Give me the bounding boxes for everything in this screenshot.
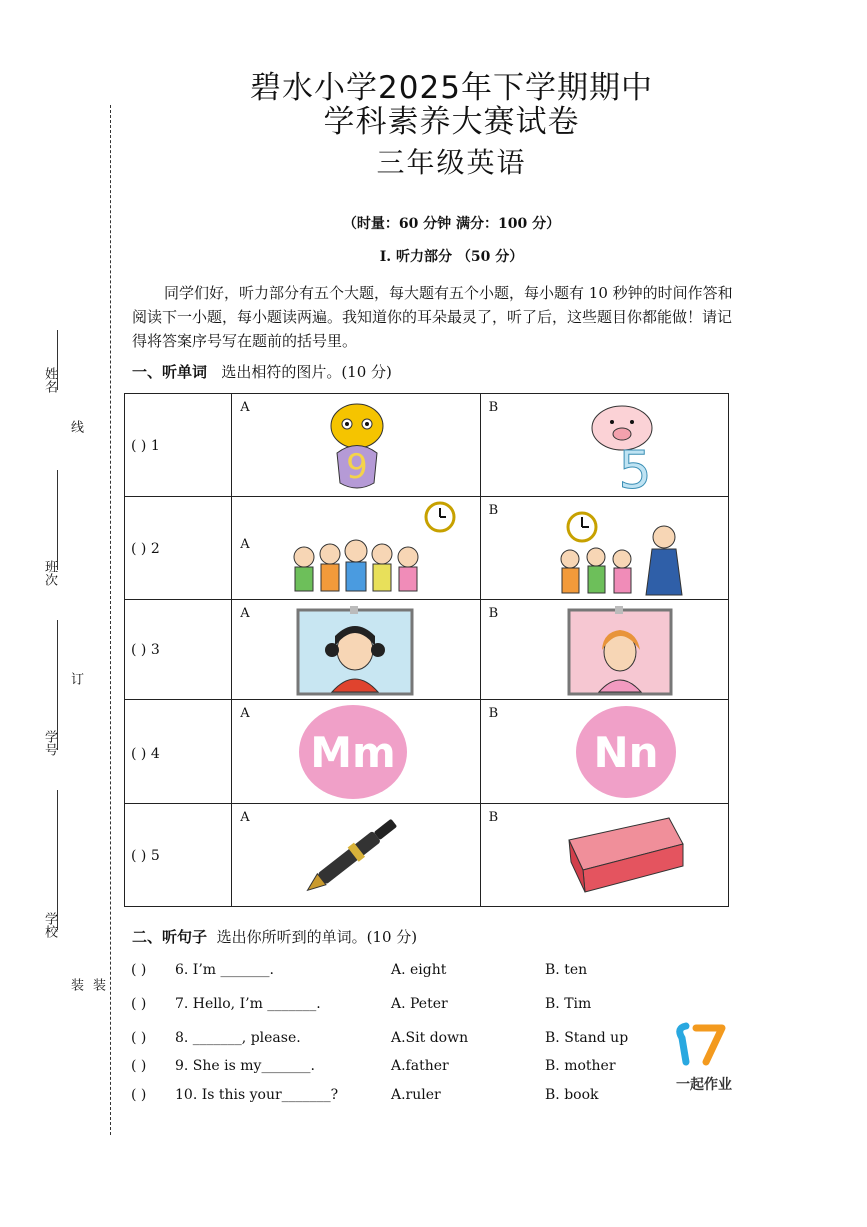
table-row: [125, 497, 729, 600]
binding-mark-ding: 订: [68, 672, 83, 685]
option-b: B. Tim: [545, 996, 592, 1012]
name-label: 姓名: [42, 367, 57, 393]
pig-five-icon: [577, 398, 677, 490]
tiger-nine-icon: [312, 398, 402, 490]
pen-icon: [294, 810, 412, 902]
logo-text: 一起作业: [676, 1077, 732, 1093]
option-letter: B: [488, 503, 499, 518]
name-write-line: [57, 330, 58, 390]
option-a: A.father: [391, 1058, 449, 1074]
logo-mark-icon: [668, 1018, 740, 1068]
answer-slot-8[interactable]: ( ): [131, 1030, 147, 1046]
option-letter: B: [488, 706, 499, 721]
exam-title-school: 碧水小学2025年下学期期中: [250, 70, 653, 106]
letter-mm-text: Mm: [310, 728, 396, 777]
option-b: B. book: [545, 1087, 599, 1103]
exam-meta: （时量：60 分钟 满分：100 分）: [342, 216, 561, 232]
exam-title-contest: 学科素养大赛试卷: [323, 104, 580, 140]
question-text: 10. Is this your_______?: [175, 1087, 339, 1103]
table-row: [125, 700, 729, 804]
answer-slot-4[interactable]: ( ) 4: [131, 746, 160, 762]
question-text: 7. Hello, I’m _______.: [175, 996, 321, 1012]
option-b: B. mother: [545, 1058, 616, 1074]
option-b: B. Stand up: [545, 1030, 629, 1046]
question-text: 9. She is my_______.: [175, 1058, 315, 1074]
letter-nn-text: Nn: [593, 728, 659, 777]
intro-paragraph: 同学们好，听力部分有五个大题，每大题有五个小题，每小题有 10 秒钟的时间作答和阅读下一小题，每小题读两遍。我知道你的耳朵最灵了，听了后，这些题目你都能做！请记得将答案序号写在题前的括号里。: [132, 284, 733, 350]
section2-instruction: 选出你所听到的单词。(10 分): [216, 928, 418, 946]
table-row: [125, 600, 729, 700]
answer-slot-1[interactable]: ( ) 1: [131, 438, 160, 454]
option-a: A.ruler: [391, 1087, 441, 1103]
option-letter: A: [240, 400, 250, 415]
teacher-children-icon: [556, 499, 716, 597]
section2-heading: [132, 926, 417, 947]
table-row: [125, 804, 729, 907]
section1-instruction: 选出相符的图片。(10 分): [221, 363, 392, 381]
svg-text:9: 9: [346, 447, 369, 487]
option-letter: A: [240, 606, 250, 621]
answer-slot-9[interactable]: ( ): [131, 1058, 147, 1074]
class-write-line: [57, 470, 58, 570]
letter-nn-card: [575, 704, 677, 800]
binding-mark-zhuang-2: 装: [90, 978, 105, 991]
option-b: B. ten: [545, 962, 588, 978]
answer-slot-2[interactable]: ( ) 2: [131, 541, 160, 557]
answer-slot-6[interactable]: ( ): [131, 962, 147, 978]
children-clock-icon: [290, 499, 465, 597]
girl-portrait-icon: [296, 606, 414, 696]
answer-slot-7[interactable]: ( ): [131, 996, 147, 1012]
exam-title-grade: 三年级英语: [376, 146, 527, 179]
answer-slot-10[interactable]: ( ): [131, 1087, 147, 1103]
answer-slot-3[interactable]: ( ) 3: [131, 642, 160, 658]
answer-slot-5[interactable]: ( ) 5: [131, 848, 160, 864]
listening-picture-table: [124, 393, 729, 907]
class-label: 班次: [42, 560, 57, 586]
option-letter: A: [240, 810, 250, 825]
svg-text:5: 5: [618, 441, 652, 490]
option-letter: B: [488, 810, 499, 825]
woman-portrait-icon: [567, 606, 673, 696]
option-letter: A: [240, 706, 250, 721]
section1-heading: [132, 361, 392, 382]
option-a: A.Sit down: [391, 1030, 469, 1046]
option-letter: A: [240, 537, 250, 552]
option-letter: B: [488, 400, 499, 415]
school-write-line: [57, 790, 58, 930]
section2-title: 二、听句子: [132, 928, 208, 946]
pencil-box-icon: [561, 810, 691, 898]
number-label: 学号: [42, 730, 57, 756]
section1-title: 一、听单词: [132, 363, 208, 381]
option-a: A. eight: [391, 962, 447, 978]
table-row: [125, 394, 729, 497]
letter-mm-card: [298, 704, 408, 800]
part-heading: I. 听力部分 （50 分）: [379, 249, 524, 265]
question-text: 6. I’m _______.: [175, 962, 274, 978]
question-text: 8. _______, please.: [175, 1030, 301, 1046]
yiqizuoye-logo: [668, 1018, 740, 1098]
option-letter: B: [488, 606, 499, 621]
school-label: 学校: [42, 912, 57, 938]
binding-mark-xian: 线: [68, 420, 83, 433]
option-a: A. Peter: [391, 996, 448, 1012]
binding-mark-zhuang-1: 装: [68, 978, 83, 991]
